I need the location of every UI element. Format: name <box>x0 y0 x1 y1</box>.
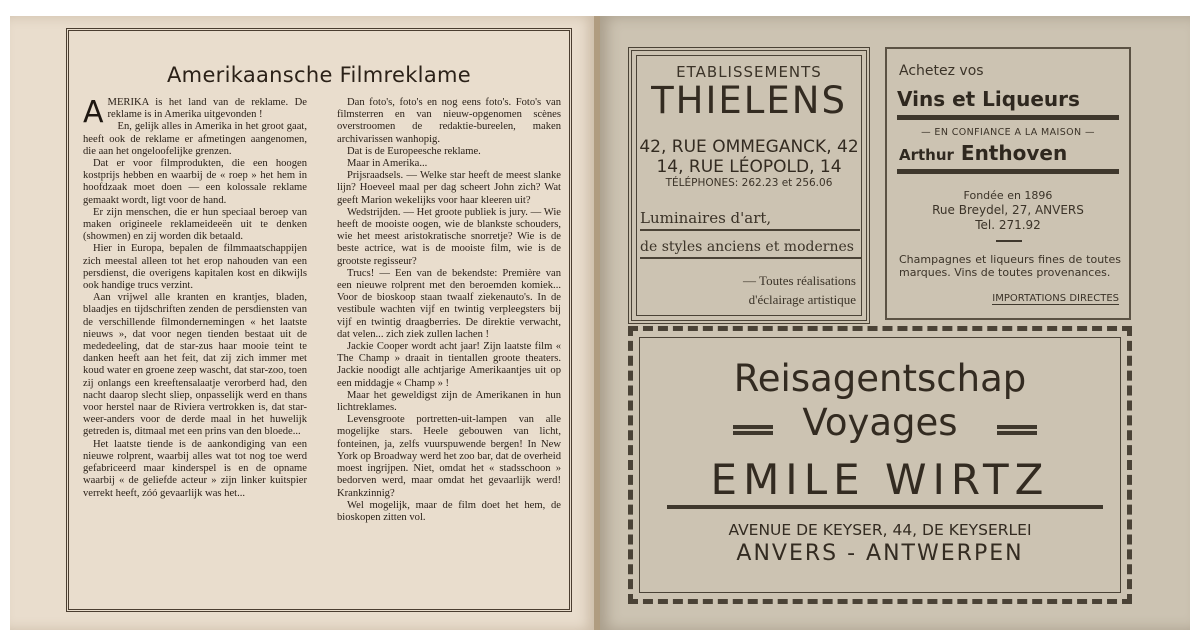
article-frame <box>66 28 572 612</box>
vins-intro: Achetez vos <box>899 63 984 79</box>
wirtz-ornament-right-2 <box>997 431 1037 435</box>
book-gutter <box>594 16 600 630</box>
vins-divider <box>996 240 1022 242</box>
wirtz-advertisement <box>628 326 1132 604</box>
article-paragraph: En, gelijk alles in Amerika in het groot gaat, heeft ook de reklame er afmetingen aangenomen, die aan het ongeloofelijke grenzen. <box>83 121 307 157</box>
article-paragraph: Het laatste tiende is de aankondiging van een nieuwe rolprent, waarbij alles wat tot nog toe werd gefabriceerd maar kinderspel is en de opname waarbij « de geliefde acteur » zijn linker kuitspier verrekt heeft, zóó gevaarlijk was het... <box>83 438 307 499</box>
thielens-luminaires: Luminaires d'art, <box>640 209 860 231</box>
wirtz-ornament-left-2 <box>733 431 773 435</box>
thielens-address-1: 42, RUE OMMEGANCK, 42 <box>639 137 859 157</box>
wirtz-rule <box>667 505 1103 509</box>
article-paragraph: Dat er voor filmprodukten, die een hoogen kostprijs hebben en waarbij de « roep » het hem in hoofdzaak moet doen — een kolossale reklame gemaakt wordt, ligt voor de hand. <box>83 158 307 206</box>
article-paragraph: Dat is de Europeesche reklame. <box>347 145 481 157</box>
article-title: Amerikaansche Filmreklame <box>167 63 471 87</box>
drop-cap: A <box>83 95 104 130</box>
vins-confidence: — EN CONFIANCE A LA MAISON — <box>921 127 1095 138</box>
thielens-tagline <box>743 271 856 309</box>
vins-rule-top <box>897 115 1119 120</box>
article-paragraph: Trucs! — Een van de bekendste: Première van een nieuwe rolprent met den beroemden komiek... Voor de bioskoop staan twaalf ziekenauto's. In de vestibule wachten vijf en twintig verpleegsters bij vijf en twintig draagberries. De direktie verwacht, dat velen... zich ziek zullen lachen ! <box>337 267 561 340</box>
vins-imports: IMPORTATIONS DIRECTES <box>992 293 1119 304</box>
thielens-phones: TÉLÉPHONES: 262.23 et 256.06 <box>665 177 833 189</box>
article-paragraph: Dan foto's, foto's en nog eens foto's. Foto's van filmsterren en van nieuw-opgenomen scènes overstroomen de redaktie-bureelen, maken archivarissen wanhopig. <box>337 97 561 145</box>
article-column-left <box>83 97 307 500</box>
vins-first-name: Arthur <box>899 146 954 164</box>
wirtz-city: ANVERS - ANTWERPEN <box>736 541 1024 566</box>
wirtz-ornament-right <box>997 425 1037 429</box>
article-paragraph: Maar het geweldigst zijn de Amerikanen in hun lichtreklames. <box>337 389 561 414</box>
thielens-advertisement <box>628 47 870 324</box>
vins-champagne: Champagnes et liqueurs fines de toutes marques. Vins de toutes provenances. <box>899 253 1121 279</box>
article-paragraph: Aan vrijwel alle kranten en krantjes, bladen, blaadjes en tijdschriften zenden de persdiensten van de verschillende filmondernemingen « het laatste nieuws », dat voor negen tienden bestaat uit de mededeeling, dat de star-zus haar mooie teint te danken heeft aan het feit, dat zij zich immer met koud water en groene zeep wascht, dat star-zoo, toen zij onlangs een kreeftensalaatje verorberd had, den nacht daarop slecht sliep, onpasselijk werd en thans voor herstel naar de Riviera vertrokken is, dat star-weer-anders voor de derde maal in het huwelijk getreden is, ditmaal met een prins van den bloede... <box>83 292 307 438</box>
wirtz-address: AVENUE DE KEYSER, 44, DE KEYSERLEI <box>728 521 1032 539</box>
vins-title: Vins et Liqueurs <box>897 87 1080 111</box>
wirtz-ornament-left <box>733 425 773 429</box>
thielens-tagline-1: — Toutes réalisations <box>743 273 856 288</box>
thielens-heading: ETABLISSEMENTS <box>676 63 822 81</box>
vins-street: Rue Breydel, 27, ANVERS <box>932 203 1084 217</box>
thielens-address-2: 14, RUE LÉOPOLD, 14 <box>656 157 842 177</box>
article-paragraph: Levensgroote portretten-uit-lampen van alle mogelijke stars. Heele gebouwen van licht, fonteinen, ja, zelfs vuurspuwende bergen! In New York op Broadway werd het zoo bar, dat de overheid moest ingrijpen. Niet, omdat het « stadsschoon » bedorven werd, maar omdat het gevaarlijk werd! Krankzinnig? <box>337 414 561 499</box>
vins-arthur-enthoven <box>899 141 1067 165</box>
vins-tel: Tel. 271.92 <box>975 218 1041 232</box>
article-paragraph: Wel mogelijk, maar de film doet het hem, de bioskopen zitten vol. <box>337 499 561 523</box>
vins-surname: Enthoven <box>960 141 1068 165</box>
wirtz-reisagentschap: Reisagentschap <box>733 357 1027 400</box>
enthoven-advertisement <box>885 47 1131 320</box>
thielens-tagline-2: d'éclairage artistique <box>748 292 856 307</box>
article-paragraph: Jackie Cooper wordt acht jaar! Zijn laatste film « The Champ » draait in tientallen groote theaters. Jackie noodigt alle achtjarige Amerikaantjes uit op een middagje « Champ » ! <box>337 341 561 389</box>
thielens-styles: de styles anciens et modernes <box>640 239 862 259</box>
article-paragraph: Hier in Europa, bepalen de filmmaatschappijen zich meestal alleen tot het erop nahouden van een persdienst, die overigens kapitalen kost en dikwijls ook handige trucs verzint. <box>83 243 307 292</box>
article-paragraph: Wedstrijden. — Het groote publiek is jury. — Wie heeft de mooiste oogen, wie de blankste schouders, wie het meest aristokratische snorretje? Wie is de beste actrice, wat is de mooiste film, wie is de grootste regisseur? <box>337 206 561 267</box>
vins-rule-bottom <box>897 169 1119 174</box>
article-paragraph: Er zijn menschen, die er hun speciaal beroep van maken origineele reklameideeën uit te denken (showmen) en zij worden dik betaald. <box>83 206 307 243</box>
article-paragraph: Prijsraadsels. — Welke star heeft de meest slanke lijn? Hoeveel maal per dag scheert John zich? Wat geeft Marion wekelijks voor haar kleeren uit? <box>337 170 561 206</box>
thielens-name: THIELENS <box>651 79 847 122</box>
article-column-right <box>337 97 561 524</box>
vins-founded: Fondée en 1896 <box>963 189 1053 202</box>
wirtz-voyages: Voyages <box>802 401 958 444</box>
article-opening-text: MERIKA is het land van de reklame. De reklame is in Amerika uitgevonden ! <box>107 97 307 121</box>
article-paragraph <box>83 95 307 130</box>
wirtz-name: EMILE WIRTZ <box>710 455 1050 504</box>
article-paragraph: Maar in Amerika... <box>347 158 428 170</box>
